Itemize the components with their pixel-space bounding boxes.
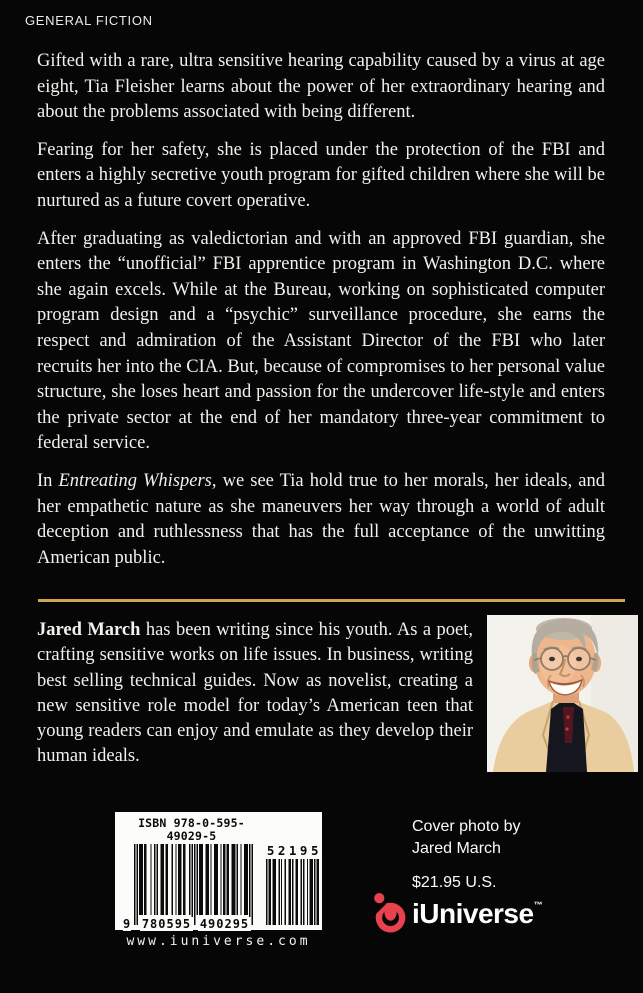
barcode-row [123,844,322,932]
ean5-addon-bars [265,859,324,925]
synopsis-paragraph-3: After graduating as valedictorian and with an approved FBI guardian, she enters the “unofficial” FBI apprentice program in Washington D.C. where she again excels. While at the Bureau, working on sophisticated computer program design and a “psychic” surveillance procedure, she earns the respect and admiration of the Assistant Director of the FBI who later recruits her into the CIA. But, because of compromises to her personal value structure, she loses heart and passion for the undercover life-style and enters the private sector at the end of her mandatory three-year commitment to federal service. [37,228,605,454]
ean13-barcode [123,844,250,932]
synopsis-paragraph-4 [37,469,605,571]
publisher-website: www.iuniverse.com [126,934,311,949]
author-bio-rest: has been writing since his youth. As a poet, crafting sensitive works on life issues. In business, writing best selling technical guides. Now as novelist, creating a new sensitive role model for today’s American teen that young readers can enjoy and emulate as they develop their human ideals. [37,620,473,767]
paragraph-4-lead: In [37,470,59,491]
author-name-bold: Jared March [37,620,141,640]
iuniverse-logo-icon [369,891,408,934]
cover-credit-line-2: Jared March [412,840,501,857]
price-label: $21.95 U.S. [412,874,497,891]
category-label: GENERAL FICTION [25,13,153,28]
isbn-label: ISBN 978-0-595-49029-5 [138,816,245,843]
synopsis-paragraph-2: Fearing for her safety, she is placed under the protection of the FBI and enters a highly secretive youth program for gifted children where she will be nurtured as a future covert operative. [37,139,605,211]
author-portrait-illustration [487,615,638,772]
gold-divider-rule [38,599,625,602]
ean13-digit-lead: 9 [123,917,132,931]
ean13-digit-group-2: 490295 [199,917,250,931]
author-photo [487,615,638,772]
paragraph-4-rest: , we see Tia hold true to her morals, her ideals, and her empathetic nature as she maneuvers her way through a world of adult deception and ruthlessness that has the full acceptance of the unwitting American public. [37,470,605,568]
barcode-block [115,812,322,930]
book-title-italic: Entreating Whispers [58,470,212,491]
author-bio-text [37,618,473,770]
iuniverse-logo-text: iUniverse [412,898,534,929]
ean13-digit-group-1: 780595 [141,917,192,931]
trademark-symbol: ™ [533,900,543,910]
ean5-addon-digits: 52195 [266,843,322,858]
synopsis-block [37,49,605,583]
synopsis-paragraph-1: Gifted with a rare, ultra sensitive hearing capability caused by a virus at age eight, Tia Fleisher learns about the power of her extraordinary hearing and about the problems associated with being different. [37,51,605,123]
cover-credit-line-1: Cover photo by [412,818,521,835]
ean5-addon-barcode [265,844,322,932]
author-bio-section [37,612,638,772]
cover-credit [412,816,521,860]
iuniverse-logo [369,891,543,934]
